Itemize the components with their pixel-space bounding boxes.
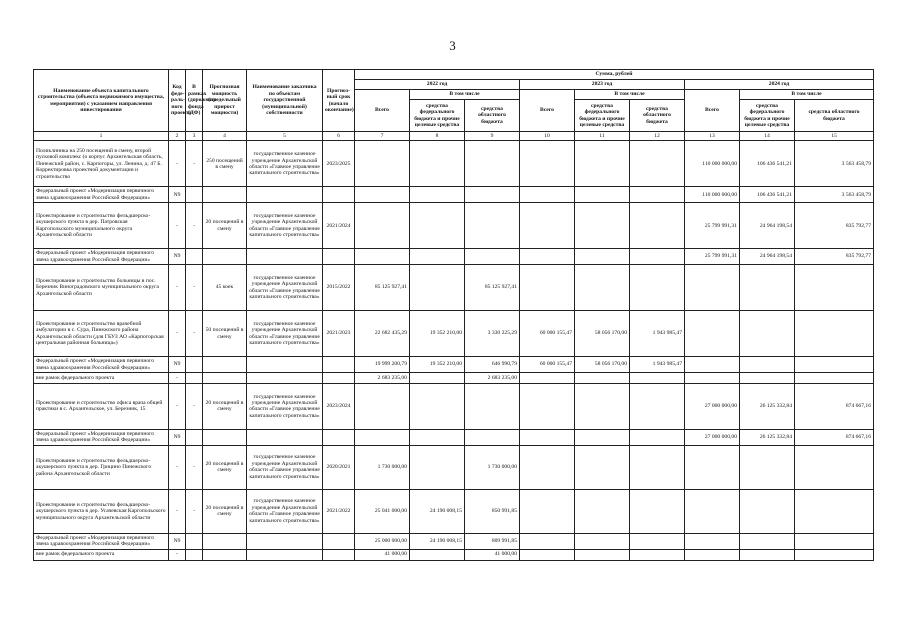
table-row-subtotal <box>34 533 874 549</box>
column-number: 13 <box>685 132 740 141</box>
table-cell <box>740 357 795 373</box>
table-cell <box>575 249 630 265</box>
table-cell <box>630 203 685 249</box>
table-cell: 3 563 458,79 <box>795 187 874 203</box>
column-number: 5 <box>247 132 323 141</box>
header-total-2022: Всего <box>355 90 410 132</box>
table-cell <box>630 141 685 187</box>
header-amount: Сумма, рублей <box>355 70 874 80</box>
header-incl-2022: В том числе <box>410 90 520 100</box>
table-cell <box>520 533 575 549</box>
table-cell: 2021/2023 <box>323 311 355 357</box>
table-cell: 25 000 000,00 <box>355 533 410 549</box>
table-cell <box>410 249 465 265</box>
table-cell: вне рамок федерального проекта <box>34 372 169 383</box>
table-cell <box>203 187 247 203</box>
table-cell <box>630 533 685 549</box>
header-road-fund: В рамках (дорожного фонда (ДФ) <box>186 70 203 132</box>
table-cell <box>575 265 630 311</box>
table-cell <box>520 265 575 311</box>
table-cell <box>740 265 795 311</box>
table-cell: Поликлиника на 250 посещений в смену, второй пусковой комплекс (о корпус Архангельская область, Пинежский район, с. Карпогоры, ул. Ленина, д. 47 Б. Корректировка проектной документации и строительство <box>34 141 169 187</box>
table-cell <box>186 533 203 549</box>
table-cell <box>203 372 247 383</box>
table-cell <box>520 445 575 489</box>
table-cell: 20 посещений в смену <box>203 445 247 489</box>
table-cell <box>575 141 630 187</box>
table-cell <box>685 311 740 357</box>
table-cell: 3 563 458,79 <box>795 141 874 187</box>
table-cell: 2 683 235,00 <box>465 372 520 383</box>
header-customer: Наименование заказчика по объектам государственной (муниципальной) собственности <box>247 70 323 132</box>
table-cell <box>520 372 575 383</box>
table-cell: 60 000 155,47 <box>520 357 575 373</box>
table-cell <box>203 357 247 373</box>
table-cell: 850 991,85 <box>465 489 520 533</box>
table-cell <box>685 265 740 311</box>
table-cell: 110 000 000,00 <box>685 141 740 187</box>
table-cell: 106 436 541,21 <box>740 141 795 187</box>
column-number: 14 <box>740 132 795 141</box>
table-cell: Проектирование и строительство больницы в пос. Березник Виноградовского муниципального округа Архангельской области <box>34 265 169 311</box>
table-cell: 24 190 008,15 <box>410 489 465 533</box>
table-cell <box>355 383 410 429</box>
table-cell <box>410 141 465 187</box>
table-cell: 1 730 000,00 <box>355 445 410 489</box>
table-cell <box>520 187 575 203</box>
table-cell: 1 943 985,47 <box>630 311 685 357</box>
table-cell <box>740 372 795 383</box>
table-cell: Проектирование и строительство врачебной амбулатории в с. Сура, Пинежского района Архангельской области (для ГБУЗ АО «Карпогорская центральная районная больница») <box>34 311 169 357</box>
table-cell: 3 330 225,29 <box>465 311 520 357</box>
table-cell <box>685 533 740 549</box>
column-number: 1 <box>34 132 169 141</box>
table-cell <box>575 489 630 533</box>
table-cell: 26 125 332,84 <box>740 429 795 445</box>
table-cell: 19 352 210,00 <box>410 357 465 373</box>
table-cell <box>795 445 874 489</box>
table-row <box>34 265 874 311</box>
table-cell <box>575 429 630 445</box>
column-number: 4 <box>203 132 247 141</box>
table-cell <box>630 265 685 311</box>
table-cell: 24 190 008,15 <box>410 533 465 549</box>
header-incl-2024: В том числе <box>740 90 874 100</box>
table-row-subtotal <box>34 549 874 560</box>
table-cell <box>630 549 685 560</box>
table-cell: 19 352 210,00 <box>410 311 465 357</box>
table-cell: - <box>186 141 203 187</box>
table-cell <box>186 372 203 383</box>
table-row <box>34 311 874 357</box>
header-2022: 2022 год <box>355 80 520 90</box>
table-cell: государственное казенное учреждение Архангельской области «Главное управление капитального строительства» <box>247 203 323 249</box>
table-cell: Проектирование и строительство офиса врача общей практики в с. Архангельское, ул. Березник, 15 <box>34 383 169 429</box>
table-cell: N9 <box>169 187 186 203</box>
table-cell: 58 056 170,00 <box>575 311 630 357</box>
table-cell <box>685 489 740 533</box>
table-cell <box>520 549 575 560</box>
table-cell: 835 792,77 <box>795 249 874 265</box>
table-cell <box>465 187 520 203</box>
table-cell <box>575 445 630 489</box>
table-cell <box>323 187 355 203</box>
table-cell: - <box>186 383 203 429</box>
header-total-2023: Всего <box>520 90 575 132</box>
table-cell <box>203 549 247 560</box>
table-row-subtotal <box>34 187 874 203</box>
table-cell <box>410 445 465 489</box>
header-reg-2023: средства областного бюджета <box>630 100 685 132</box>
table-cell: государственное казенное учреждение Архангельской области «Главное управление капитального строительства» <box>247 311 323 357</box>
table-cell: 24 964 198,54 <box>740 249 795 265</box>
table-row-subtotal <box>34 429 874 445</box>
table-cell <box>575 383 630 429</box>
table-cell: N9 <box>169 533 186 549</box>
table-cell: 41 000,00 <box>465 549 520 560</box>
table-cell: - <box>186 311 203 357</box>
table-row-subtotal <box>34 372 874 383</box>
table-cell: государственное казенное учреждение Архангельской области «Главное управление капитального строительства» <box>247 383 323 429</box>
table-cell: 2021/2024 <box>323 203 355 249</box>
header-fp-code: Код феде-раль-ного проекта <box>169 70 186 132</box>
column-number: 9 <box>465 132 520 141</box>
table-cell: Федеральный проект «Модернизация первичного звена здравоохранения Российской Федерации» <box>34 429 169 445</box>
table-cell: 20 посещений в смену <box>203 489 247 533</box>
table-cell: N9 <box>169 357 186 373</box>
table-cell <box>410 383 465 429</box>
table-cell: 85 125 927,41 <box>355 265 410 311</box>
table-cell <box>410 187 465 203</box>
table-cell: - <box>186 265 203 311</box>
table-cell: государственное казенное учреждение Архангельской области «Главное управление капитального строительства» <box>247 489 323 533</box>
table-cell <box>247 357 323 373</box>
table-cell <box>520 383 575 429</box>
table-cell: Проектирование и строительство фельдшерско-акушерского пункта в дер. Грицино Пинежского района Архангельской области <box>34 445 169 489</box>
table-cell: 25 041 000,00 <box>355 489 410 533</box>
table-cell: 20 посещений в смену <box>203 383 247 429</box>
table-cell <box>355 141 410 187</box>
table-cell <box>186 357 203 373</box>
table-cell: 2021/2022 <box>323 489 355 533</box>
table-row <box>34 489 874 533</box>
table-cell: N9 <box>169 429 186 445</box>
column-number: 12 <box>630 132 685 141</box>
table-cell: - <box>169 445 186 489</box>
table-cell: 250 посещений в смену <box>203 141 247 187</box>
table-cell: 22 682 435,29 <box>355 311 410 357</box>
table-cell: государственное казенное учреждение Архангельской области «Главное управление капитального строительства» <box>247 265 323 311</box>
table-cell: Проектирование и строительство фельдшерско-акушерского пункта в дер. Патровская Каргопольского муниципального округа Архангельской области <box>34 203 169 249</box>
table-cell: 20 посещений в смену <box>203 203 247 249</box>
table-cell: Федеральный проект «Модернизация первичного звена здравоохранения Российской Федерации» <box>34 533 169 549</box>
table-cell <box>740 549 795 560</box>
table-cell: 106 436 541,21 <box>740 187 795 203</box>
table-cell: 874 667,16 <box>795 429 874 445</box>
table-cell: - <box>169 203 186 249</box>
table-cell: 110 000 000,00 <box>685 187 740 203</box>
table-cell <box>795 357 874 373</box>
column-number: 3 <box>186 132 203 141</box>
table-cell <box>323 249 355 265</box>
table-row-subtotal <box>34 249 874 265</box>
table-cell <box>247 249 323 265</box>
table-cell <box>630 187 685 203</box>
table-cell <box>186 549 203 560</box>
table-cell: Федеральный проект «Модернизация первичного звена здравоохранения Российской Федерации» <box>34 187 169 203</box>
table-cell: - <box>169 549 186 560</box>
header-object-name: Наименование объекта капитального строительства (объекта недвижимого имущества, мероприятия) с указанием направления инвестирования <box>34 70 169 132</box>
column-number: 8 <box>410 132 465 141</box>
table-cell <box>410 265 465 311</box>
table-cell: N9 <box>169 249 186 265</box>
table-cell <box>630 429 685 445</box>
table-cell: 874 667,16 <box>795 383 874 429</box>
table-cell: - <box>169 265 186 311</box>
table-cell: 25 799 991,31 <box>685 203 740 249</box>
table-cell: 50 посещений в смену <box>203 311 247 357</box>
header-total-2024: Всего <box>685 90 740 132</box>
table-cell: 24 964 198,54 <box>740 203 795 249</box>
table-cell: 41 000,00 <box>355 549 410 560</box>
table-cell <box>355 187 410 203</box>
table-cell: Федеральный проект «Модернизация первичного звена здравоохранения Российской Федерации» <box>34 357 169 373</box>
table-cell <box>630 445 685 489</box>
table-cell <box>630 489 685 533</box>
table-cell: - <box>186 203 203 249</box>
table-cell <box>575 372 630 383</box>
column-number: 6 <box>323 132 355 141</box>
table-cell <box>203 533 247 549</box>
table-cell <box>323 549 355 560</box>
table-cell <box>355 429 410 445</box>
table-cell: 2023/2024 <box>323 383 355 429</box>
table-cell: государственное казенное учреждение Архангельской области «Главное управление капитального строительства» <box>247 445 323 489</box>
table-cell <box>575 203 630 249</box>
table-cell <box>410 549 465 560</box>
table-row <box>34 383 874 429</box>
table-cell <box>685 357 740 373</box>
table-cell <box>355 249 410 265</box>
header-2024: 2024 год <box>685 80 874 90</box>
table-cell <box>520 429 575 445</box>
table-cell <box>520 249 575 265</box>
table-row <box>34 203 874 249</box>
table-cell <box>740 311 795 357</box>
table-cell: вне рамок федерального проекта <box>34 549 169 560</box>
table-cell: Федеральный проект «Модернизация первичного звена здравоохранения Российской Федерации» <box>34 249 169 265</box>
table-cell: 1 943 985,47 <box>630 357 685 373</box>
table-cell: - <box>169 383 186 429</box>
table-cell: - <box>169 311 186 357</box>
table-cell <box>465 141 520 187</box>
table-cell <box>685 372 740 383</box>
table-cell <box>520 203 575 249</box>
table-cell <box>247 187 323 203</box>
table-cell <box>630 383 685 429</box>
table-cell: 646 990,79 <box>465 357 520 373</box>
header-reg-2022: средства областного бюджета <box>465 100 520 132</box>
table-cell <box>630 249 685 265</box>
table-cell <box>795 549 874 560</box>
table-cell: - <box>186 489 203 533</box>
header-capacity: Прогнозная мощность (предельный прирост мощности) <box>203 70 247 132</box>
header-2023: 2023 год <box>520 80 685 90</box>
header-fed-2023: средства федерального бюджета и прочие целевые средства <box>575 100 630 132</box>
table-cell: - <box>169 489 186 533</box>
table-cell <box>740 445 795 489</box>
table-cell <box>465 249 520 265</box>
table-cell: 60 000 155,47 <box>520 311 575 357</box>
table-cell <box>520 141 575 187</box>
header-term: Прогноз-ный срок (начало окончание) <box>323 70 355 132</box>
table-cell <box>575 549 630 560</box>
table-cell <box>186 429 203 445</box>
table-cell <box>795 533 874 549</box>
table-cell <box>247 429 323 445</box>
table-cell: - <box>169 141 186 187</box>
table-cell: 19 999 200,79 <box>355 357 410 373</box>
table-cell <box>685 549 740 560</box>
table-cell <box>247 372 323 383</box>
table-cell <box>630 372 685 383</box>
header-incl-2023: В том числе <box>575 90 685 100</box>
table-row <box>34 445 874 489</box>
table-cell <box>520 489 575 533</box>
column-number: 2 <box>169 132 186 141</box>
header-reg-2024: средства областного бюджета <box>795 100 874 132</box>
table-cell: 2023/2025 <box>323 141 355 187</box>
table-cell <box>740 533 795 549</box>
table-cell <box>186 249 203 265</box>
table-cell <box>323 357 355 373</box>
table-cell <box>575 533 630 549</box>
table-cell <box>355 203 410 249</box>
table-cell: 809 991,85 <box>465 533 520 549</box>
table-cell <box>795 265 874 311</box>
column-number: 15 <box>795 132 874 141</box>
table-cell <box>410 429 465 445</box>
table-cell: 45 коек <box>203 265 247 311</box>
page-number: 3 <box>449 38 456 53</box>
table-cell <box>465 429 520 445</box>
table-cell <box>323 533 355 549</box>
table-cell <box>247 549 323 560</box>
investment-table <box>33 69 874 561</box>
column-number: 11 <box>575 132 630 141</box>
table-cell: 25 799 991,31 <box>685 249 740 265</box>
table-cell <box>575 187 630 203</box>
table-cell <box>323 372 355 383</box>
table-cell: 26 125 332,84 <box>740 383 795 429</box>
table-row-subtotal <box>34 357 874 373</box>
table-cell: 2015/2022 <box>323 265 355 311</box>
table-cell: Проектирование и строительство фельдшерско-акушерского пункта в дер. Усачевская Каргопольского муниципального округа Архангельской области <box>34 489 169 533</box>
table-cell <box>795 489 874 533</box>
table-cell: - <box>169 372 186 383</box>
header-fed-2024: средства федерального бюджета и прочие целевые средства <box>740 100 795 132</box>
table-cell: 2020/2021 <box>323 445 355 489</box>
column-number: 7 <box>355 132 410 141</box>
table-cell: 1 730 000,00 <box>465 445 520 489</box>
table-cell <box>203 249 247 265</box>
table-cell <box>203 429 247 445</box>
table-cell: - <box>186 445 203 489</box>
table-row <box>34 141 874 187</box>
table-cell: 2 683 235,00 <box>355 372 410 383</box>
table-cell <box>740 489 795 533</box>
table-cell <box>323 429 355 445</box>
table-cell: государственное казенное учреждение Архангельской области «Главное управление капитального строительства» <box>247 141 323 187</box>
table-cell: 85 125 927,41 <box>465 265 520 311</box>
table-cell <box>795 311 874 357</box>
header-fed-2022: средства федерального бюджета и прочие целевые средства <box>410 100 465 132</box>
table-cell <box>186 187 203 203</box>
table-cell: 27 000 000,00 <box>685 383 740 429</box>
table-cell <box>685 445 740 489</box>
table-cell: 27 000 000,00 <box>685 429 740 445</box>
table-cell <box>465 203 520 249</box>
table-cell <box>410 372 465 383</box>
table-cell <box>465 383 520 429</box>
table-cell: 58 056 170,00 <box>575 357 630 373</box>
table-cell <box>247 533 323 549</box>
column-number: 10 <box>520 132 575 141</box>
table-cell <box>795 372 874 383</box>
table-cell: 835 792,77 <box>795 203 874 249</box>
table-cell <box>410 203 465 249</box>
